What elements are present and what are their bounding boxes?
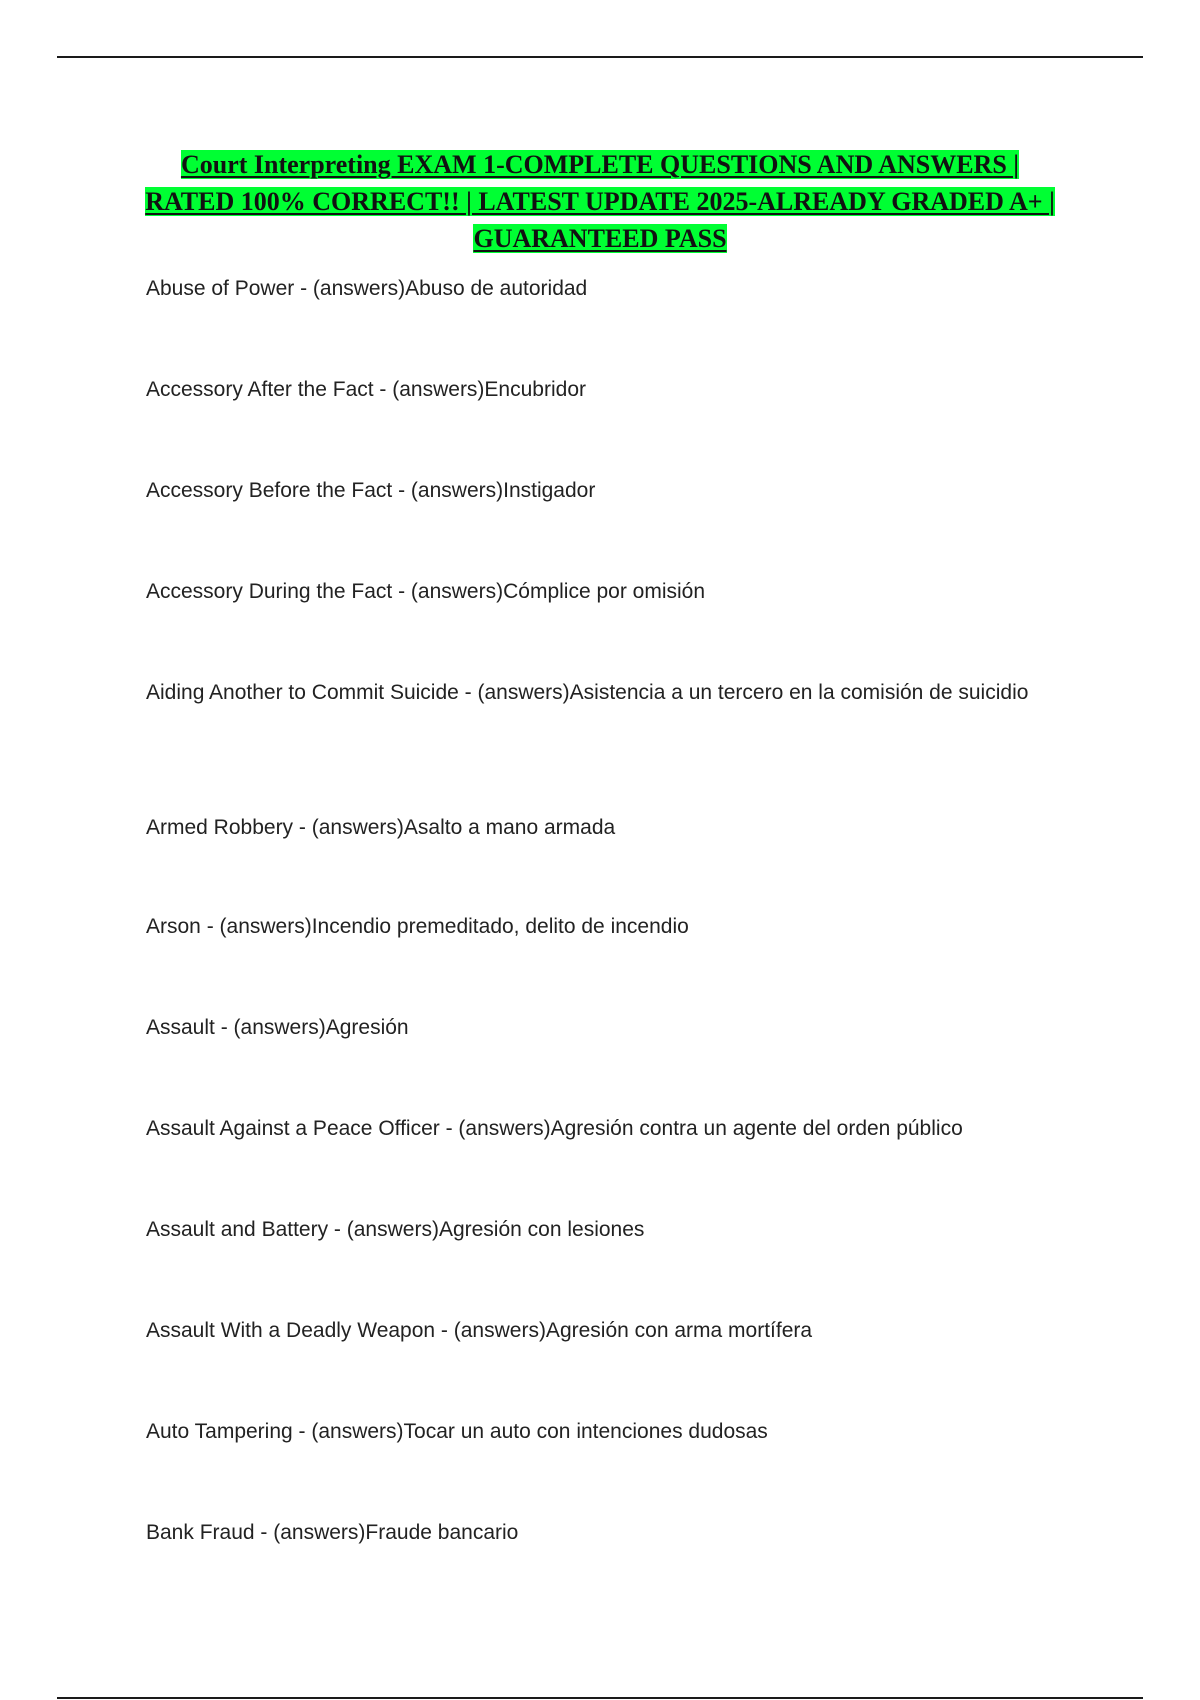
glossary-entry: Aiding Another to Commit Suicide - (answers)Asistencia a un tercero en la comisión de suicidio [146,681,1029,704]
glossary-entry: Accessory Before the Fact - (answers)Instigador [146,479,596,502]
document-title [140,146,1060,257]
glossary-entry: Bank Fraud - (answers)Fraude bancario [146,1521,519,1544]
glossary-entry: Auto Tampering - (answers)Tocar un auto con intenciones dudosas [146,1420,768,1443]
glossary-entry: Armed Robbery - (answers)Asalto a mano armada [146,816,616,839]
bottom-rule [57,1697,1143,1699]
glossary-entry: Arson - (answers)Incendio premeditado, delito de incendio [146,915,689,938]
glossary-entry: Abuse of Power - (answers)Abuso de autoridad [146,277,588,300]
glossary-entry: Assault and Battery - (answers)Agresión con lesiones [146,1218,645,1241]
glossary-entry: Assault With a Deadly Weapon - (answers)Agresión con arma mortífera [146,1319,813,1342]
document-title-text: Court Interpreting EXAM 1-COMPLETE QUESTIONS AND ANSWERS | RATED 100% CORRECT!! | LATEST UPDATE 2025-ALREADY GRADED A+ | GUARANTEED PASS [145,150,1055,253]
glossary-entry: Accessory After the Fact - (answers)Encubridor [146,378,586,401]
glossary-entry: Accessory During the Fact - (answers)Cómplice por omisión [146,580,706,603]
top-rule [57,56,1143,58]
glossary-entry: Assault Against a Peace Officer - (answers)Agresión contra un agente del orden público [146,1117,963,1140]
glossary-entry: Assault - (answers)Agresión [146,1016,409,1039]
